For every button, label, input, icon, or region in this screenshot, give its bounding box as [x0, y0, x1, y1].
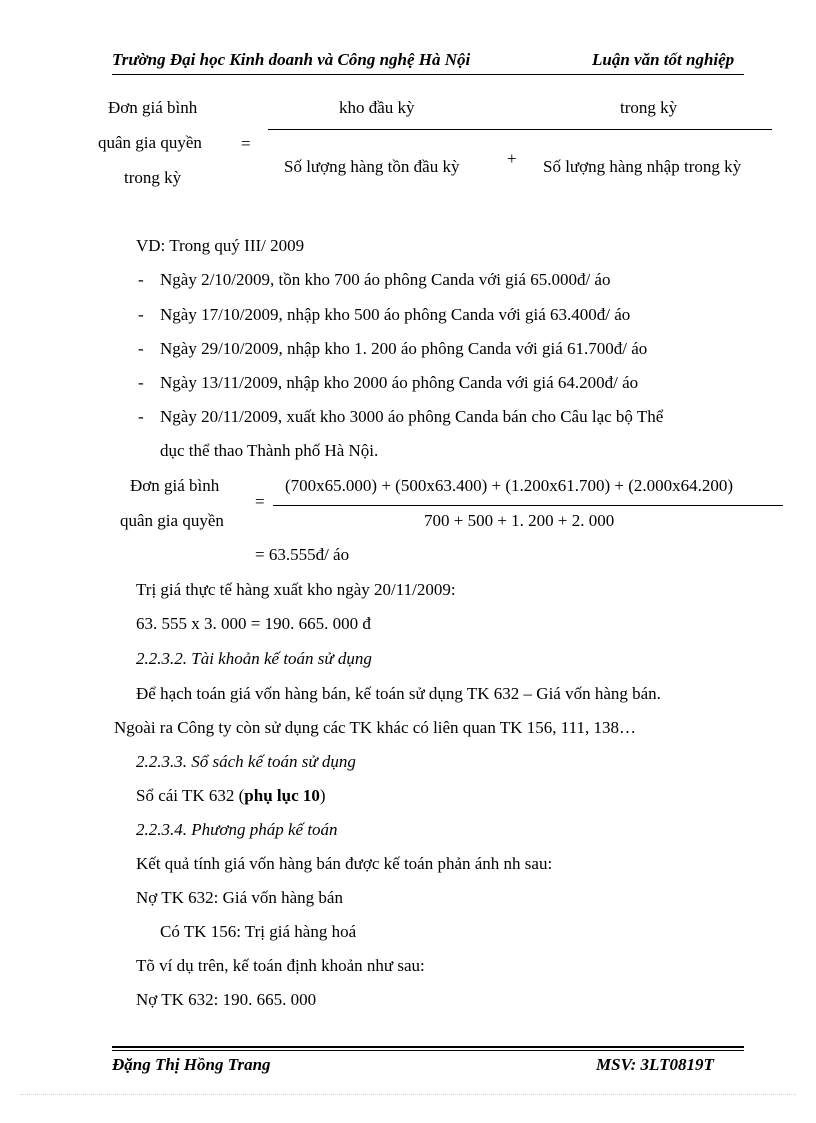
formula1-num-left: kho đầu kỳ: [339, 98, 415, 117]
ledger-appendix: phụ lục 10: [244, 786, 320, 805]
formula1-lhs-1: Đơn giá bình: [108, 98, 198, 117]
header-left: Trường Đại học Kinh doanh và Công nghệ Hà Nội: [112, 50, 471, 69]
example-item-5: Ngày 20/11/2009, xuất kho 3000 áo phông Canda bán cho Câu lạc bộ Thể: [160, 407, 664, 426]
paragraph-1a: Để hạch toán giá vốn hàng bán, kế toán sử dụng TK 632 – Giá vốn hàng bán.: [136, 684, 661, 703]
body-line-3: Kết quả tính giá vốn hàng bán được kế toán phản ánh nh sau:: [136, 854, 553, 873]
section-heading-2232: 2.2.3.2. Tài khoản kế toán sử dụng: [136, 649, 372, 668]
footer-rule-bottom: [112, 1050, 744, 1051]
example-item-4: Ngày 13/11/2009, nhập kho 2000 áo phông Canda với giá 64.200đ/ áo: [160, 373, 639, 392]
formula2-fraction-bar: [273, 505, 783, 506]
example-item-2: Ngày 17/10/2009, nhập kho 500 áo phông Canda với giá 63.400đ/ áo: [160, 305, 631, 324]
body-line-6: Tõ ví dụ trên, kế toán định khoản như sau:: [136, 956, 425, 975]
paragraph-1b: Ngoài ra Công ty còn sử dụng các TK khác có liên quan TK 156, 111, 138…: [114, 718, 636, 737]
formula1-fraction-bar: [268, 129, 772, 130]
ledger-pre: Sổ cái TK 632 (: [136, 786, 245, 805]
footer-left: Đặng Thị Hồng Trang: [112, 1055, 271, 1074]
bullet-dash: -: [138, 270, 144, 289]
formula2-numerator: (700x65.000) + (500x63.400) + (1.200x61.700) + (2.000x64.200): [285, 476, 734, 495]
example-item-1: Ngày 2/10/2009, tồn kho 700 áo phông Canda với giá 65.000đ/ áo: [160, 270, 611, 289]
formula2-denominator: 700 + 500 + 1. 200 + 2. 000: [424, 511, 615, 530]
body-line-5: Có TK 156: Trị giá hàng hoá: [160, 922, 357, 941]
body-line-2: 63. 555 x 3. 000 = 190. 665. 000 đ: [136, 614, 371, 633]
formula1-equals: =: [241, 134, 251, 153]
ledger-line: [136, 786, 326, 806]
bullet-dash: -: [138, 339, 144, 358]
formula2-lhs-2: quân gia quyền: [120, 511, 224, 530]
formula1-lhs-2: quân gia quyền: [98, 133, 202, 152]
example-item-3: Ngày 29/10/2009, nhập kho 1. 200 áo phông Canda với giá 61.700đ/ áo: [160, 339, 648, 358]
formula1-plus: +: [507, 149, 517, 168]
formula1-num-right: trong kỳ: [620, 98, 678, 117]
formula2-result: = 63.555đ/ áo: [255, 545, 350, 564]
body-line-7: Nợ TK 632: 190. 665. 000: [136, 990, 317, 1009]
formula1-lhs-3: trong kỳ: [124, 168, 182, 187]
formula2-lhs-1: Đơn giá bình: [130, 476, 220, 495]
body-line-4: Nợ TK 632: Giá vốn hàng bán: [136, 888, 343, 907]
formula1-den-left: Số lượng hàng tồn đầu kỳ: [284, 157, 460, 176]
section-heading-2233: 2.2.3.3. Sổ sách kế toán sử dụng: [136, 752, 356, 771]
page-edge-dotted-line: [20, 1094, 796, 1095]
formula1-den-right: Số lượng hàng nhập trong kỳ: [543, 157, 742, 176]
footer-rule-top: [112, 1046, 744, 1048]
header-right: Luận văn tốt nghiệp: [592, 50, 735, 69]
ledger-post: ): [319, 786, 326, 805]
header-rule: [112, 74, 744, 75]
section-heading-2234: 2.2.3.4. Phương pháp kế toán: [136, 820, 338, 839]
bullet-dash: -: [138, 373, 144, 392]
formula2-equals: =: [255, 492, 265, 511]
example-item-5-cont: dục thể thao Thành phố Hà Nội.: [160, 441, 379, 460]
bullet-dash: -: [138, 407, 144, 426]
body-line-1: Trị giá thực tế hàng xuất kho ngày 20/11/2009:: [136, 580, 456, 599]
bullet-dash: -: [138, 305, 144, 324]
example-intro: VD: Trong quý III/ 2009: [136, 236, 305, 255]
footer-right: MSV: 3LT0819T: [596, 1055, 714, 1074]
